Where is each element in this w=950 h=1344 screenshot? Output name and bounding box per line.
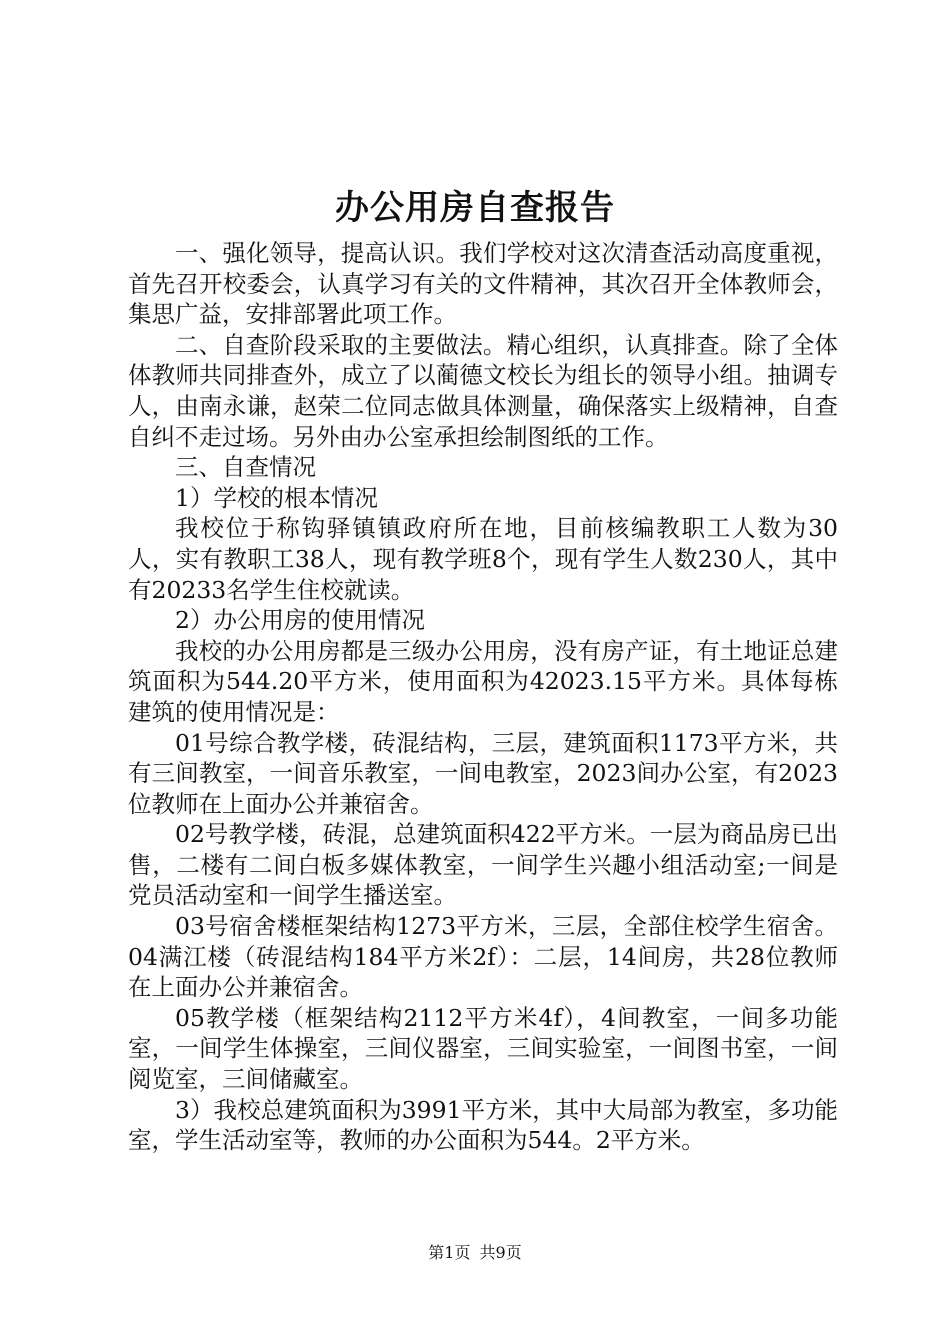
paragraph: 一、强化领导，提高认识。我们学校对这次清查活动高度重视，首先召开校委会，认真学习有关的文件精神，其次召开全体教师会，集思广益，安排部署此项工作。 — [128, 239, 838, 329]
paragraph: 03号宿舍楼框架结构1273平方米，三层，全部住校学生宿舍。04满江楼（砖混结构184平方米2f）：二层，14间房，共28位教师在上面办公并兼宿舍。 — [128, 912, 838, 1002]
paragraph: 二、自查阶段采取的主要做法。精心组织，认真排查。除了全体体教师共同排查外，成立了以蔺德文校长为组长的领导小组。抽调专人，由南永谦，赵荣二位同志做具体测量，确保落实上级精神，自查自纠不走过场。另外由办公室承担绘制图纸的工作。 — [128, 330, 838, 451]
paragraph: 3）我校总建筑面积为3991平方米，其中大局部为教室，多功能室，学生活动室等，教师的办公面积为544。2平方米。 — [128, 1095, 838, 1155]
paragraph: 我校位于称钩驿镇镇政府所在地，目前核编教职工人数为30人，实有教职工38人，现有教学班8个，现有学生人数230人，其中有20233名学生住校就读。 — [128, 514, 838, 604]
paragraph: 05教学楼（框架结构2112平方米4f），4间教室，一间多功能室，一间学生体操室，三间仪器室，三间实验室，一间图书室，一间阅览室，三间储藏室。 — [128, 1003, 838, 1094]
document-title: 办公用房自查报告 — [335, 188, 615, 228]
document-body — [128, 238, 838, 1156]
page-footer — [0, 1243, 950, 1263]
subsection-heading: 2）办公用房的使用情况 — [175, 606, 425, 635]
paragraph: 02号教学楼，砖混，总建筑面积422平方米。一层为商品房已出售，二楼有二间白板多媒体教室，一间学生兴趣小组活动室;一间是党员活动室和一间学生播送室。 — [128, 820, 838, 910]
paragraph: 01号综合教学楼，砖混结构，三层，建筑面积1173平方米，共有三间教室，一间音乐教室，一间电教室，2023间办公室，有2023位教师在上面办公并兼宿舍。 — [128, 728, 838, 818]
page-number: 第1页 — [428, 1243, 471, 1262]
page-total: 共9页 — [479, 1243, 522, 1262]
paragraph: 我校的办公用房都是三级办公用房，没有房产证，有土地证总建筑面积为544.20平方米，使用面积为42023.15平方米。具体每栋建筑的使用情况是： — [128, 636, 838, 726]
subsection-heading: 1）学校的根本情况 — [175, 483, 378, 512]
section-heading: 三、自查情况 — [175, 453, 316, 482]
